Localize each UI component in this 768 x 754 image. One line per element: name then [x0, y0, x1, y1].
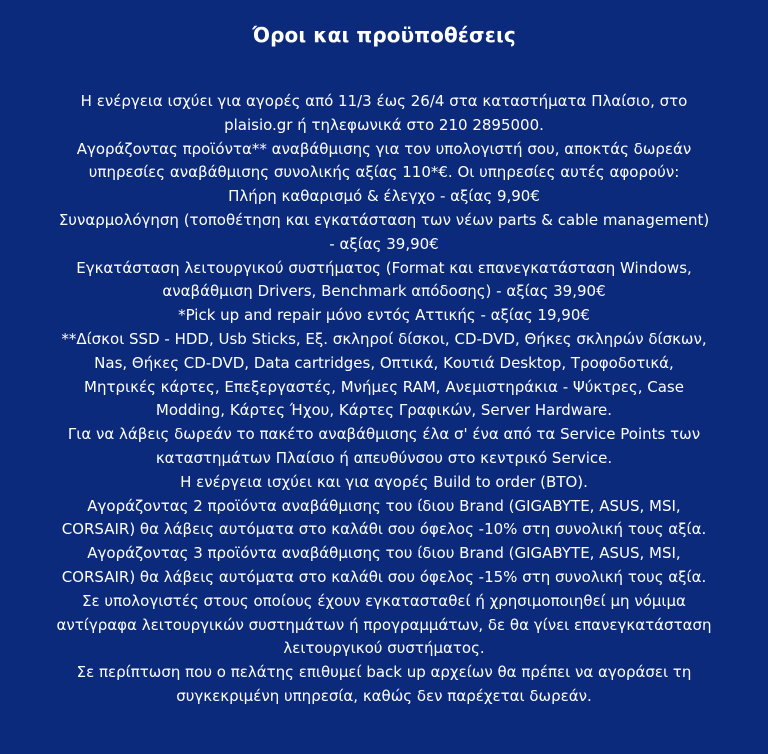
terms-line: Συναρμολόγηση (τοποθέτηση και εγκατάσταση των νέων parts & cable management): [58, 210, 710, 229]
terms-line: Για να λάβεις δωρεάν το πακέτο αναβάθμισης έλα σ' ένα από τα Service Points των: [67, 425, 701, 444]
terms-line: plaisio.gr ή τηλεφωνικά στο 210 2895000.: [224, 115, 544, 134]
terms-line: CORSAIR) θα λάβεις αυτόματα στο καλάθι σου όφελος -10% στη συνολική τους αξία.: [61, 520, 707, 539]
terms-line: Πλήρη καθαρισμό & έλεγχο - αξίας 9,90€: [228, 187, 540, 206]
terms-line: αντίγραφα λειτουργικών συστημάτων ή προγραμμάτων, δε θα γίνει επανεγκατάσταση: [56, 615, 712, 634]
terms-line: - αξίας 39,90€: [329, 234, 439, 253]
terms-line: Η ενέργεια ισχύει και για αγορές Build to order (BTO).: [180, 472, 588, 491]
terms-line: CORSAIR) θα λάβεις αυτόματα στο καλάθι σου όφελος -15% στη συνολική τους αξία.: [61, 567, 707, 586]
page-title: Όροι και προϋποθέσεις: [252, 23, 516, 47]
terms-line: αναβάθμιση Drivers, Benchmark απόδοσης) - αξίας 39,90€: [162, 282, 606, 301]
terms-line: Η ενέργεια ισχύει για αγορές από 11/3 έως 26/4 στα καταστήματα Πλαίσιο, στο: [80, 92, 688, 110]
terms-line: Σε περίπτωση που ο πελάτης επιθυμεί back up αρχείων θα πρέπει να αγοράσει τη: [76, 663, 692, 682]
terms-line: Σε υπολογιστές στους οποίους έχουν εγκατασταθεί ή χρησιμοποιηθεί μη νόμιμα: [82, 591, 686, 610]
terms-line: Εγκατάσταση λειτουργικού συστήματος (Format και επανεγκατάσταση Windows,: [76, 258, 692, 277]
terms-text: [0, 90, 768, 709]
terms-line: Modding, Κάρτες Ήχου, Κάρτες Γραφικών, Server Hardware.: [155, 401, 613, 420]
terms-line: Μητρικές κάρτες, Επεξεργαστές, Μνήμες RAM, Ανεμιστηράκια - Ψύκτρες, Case: [84, 377, 684, 396]
terms-line: συγκεκριμένη υπηρεσία, καθώς δεν παρέχεται δωρεάν.: [176, 686, 592, 705]
terms-line: καταστημάτων Πλαίσιο ή απευθύνσου στο κεντρικό Service.: [155, 448, 613, 467]
terms-line: Αγοράζοντας 3 προϊόντα αναβάθμισης του ίδιου Brand (GIGABYTE, ASUS, MSI,: [87, 544, 681, 563]
terms-line: *Pick up and repair μόνο εντός Αττικής - αξίας 19,90€: [178, 306, 590, 325]
terms-line: υπηρεσίες αναβάθμισης συνολικής αξίας 110*€. Οι υπηρεσίες αυτές αφορούν:: [88, 163, 680, 182]
terms-line: Nas, Θήκες CD-DVD, Data cartridges, Οπτικά, Κουτιά Desktop, Τροφοδοτικά,: [94, 353, 674, 372]
terms-line: Αγοράζοντας 2 προϊόντα αναβάθμισης του ίδιου Brand (GIGABYTE, ASUS, MSI,: [87, 496, 681, 515]
terms-line: λειτουργικού συστήματος.: [283, 639, 485, 658]
terms-line: **Δίσκοι SSD - HDD, Usb Sticks, Εξ. σκληροί δίσκοι, CD-DVD, Θήκες σκληρών δίσκων,: [61, 329, 707, 348]
terms-line: Αγοράζοντας προϊόντα** αναβάθμισης για τον υπολογιστή σου, αποκτάς δωρεάν: [76, 139, 692, 158]
